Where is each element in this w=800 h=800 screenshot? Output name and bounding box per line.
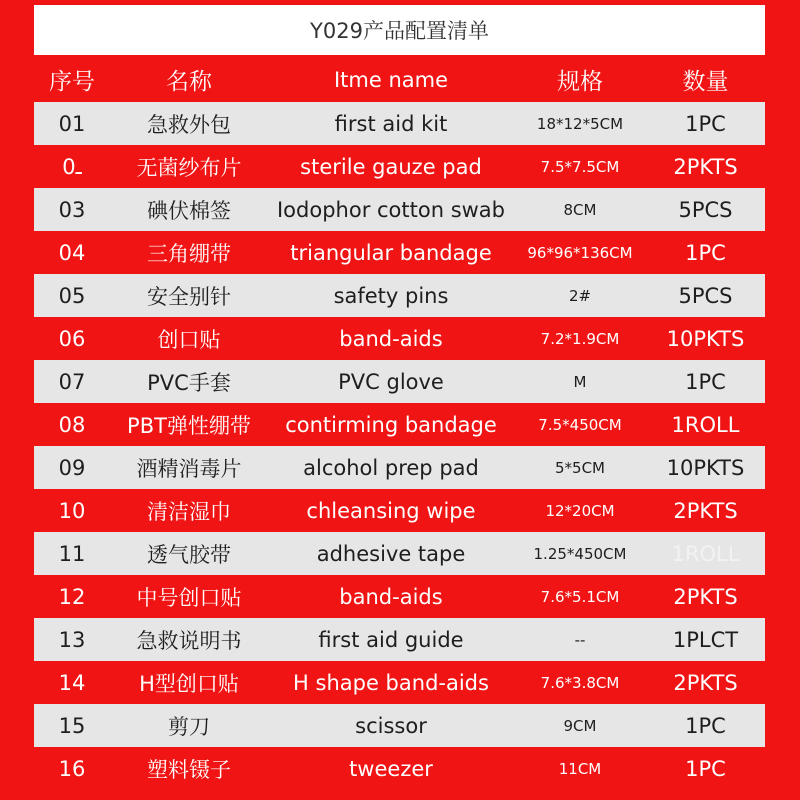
row-qty: 2PKTS: [673, 498, 738, 523]
row-qty: 10PKTS: [666, 326, 745, 351]
row-cn-name: 急救说明书: [136, 628, 242, 653]
row-en-name: PVC glove: [338, 369, 444, 394]
row-en-name: first aid kit: [334, 111, 448, 136]
row-en-name: sterile gauze pad: [300, 154, 482, 179]
table-header: [34, 57, 765, 102]
row-en-name: band-aids: [339, 326, 443, 351]
row-spec: 7.6*5.1CM: [540, 587, 620, 606]
row-en-name: alcohol prep pad: [303, 455, 479, 480]
row-qty: 2PKTS: [673, 154, 738, 179]
row-spec: 7.6*3.8CM: [540, 673, 620, 692]
row-cn-name: 安全别针: [147, 284, 231, 309]
row-cn-name: 塑料镊子: [147, 757, 231, 782]
table-row: [34, 102, 765, 145]
row-cn-name: 创口贴: [157, 327, 221, 352]
row-no: 03: [58, 197, 86, 222]
row-spec: 5*5CM: [554, 458, 605, 477]
row-cn-name: 三角绷带: [147, 241, 231, 266]
row-cn-name: 酒精消毒片: [136, 456, 242, 481]
table-row: [34, 575, 765, 618]
row-cn-name: H型创口贴: [139, 671, 239, 696]
row-no: 09: [58, 455, 86, 480]
row-en-name: adhesive tape: [316, 541, 466, 566]
row-spec: --: [574, 630, 586, 649]
table-row: [34, 403, 765, 446]
table-row: [34, 446, 765, 489]
row-qty: 1PC: [685, 369, 726, 394]
row-qty: 5PCS: [678, 197, 733, 222]
row-qty: 10PKTS: [666, 455, 745, 480]
row-qty: 2PKTS: [673, 584, 738, 609]
row-qty: 5PCS: [678, 283, 733, 308]
row-cn-name: PBT弹性绷带: [127, 413, 251, 438]
row-no: 16: [58, 756, 86, 781]
row-spec: 8CM: [563, 200, 597, 219]
row-cn-name: 剪刀: [168, 714, 210, 739]
row-en-name: H shape band-aids: [293, 670, 489, 695]
table-row: [34, 661, 765, 704]
row-en-name: scissor: [355, 713, 427, 738]
row-spec: 2#: [568, 286, 592, 305]
row-qty: 1PLCT: [672, 627, 739, 652]
row-spec: 7.5*7.5CM: [540, 157, 620, 176]
row-no: 01: [58, 111, 86, 136]
header-cn-name: 名称: [166, 69, 212, 95]
row-en-name: triangular bandage: [290, 240, 492, 265]
header-spec: 规格: [557, 69, 603, 95]
row-spec: 1.25*450CM: [533, 544, 627, 563]
header-qty: 数量: [682, 69, 729, 95]
table-row: [34, 618, 765, 661]
row-qty: 1PC: [685, 111, 726, 136]
row-no: 11: [58, 541, 86, 566]
row-no: 07: [58, 369, 86, 394]
row-cn-name: 透气胶带: [147, 542, 231, 567]
table-row: [34, 704, 765, 747]
row-no: 13: [58, 627, 86, 652]
header-no: 序号: [49, 69, 95, 95]
row-en-name: Iodophor cotton swab: [276, 197, 506, 222]
table-row: [34, 747, 765, 790]
table-row: [34, 360, 765, 403]
row-cn-name: PVC手套: [147, 370, 231, 395]
row-qty: 1ROLL: [671, 541, 740, 566]
row-en-name: tweezer: [349, 756, 433, 781]
row-spec: 7.5*450CM: [538, 415, 622, 434]
row-no: 08: [58, 412, 86, 437]
row-no: 10: [58, 498, 86, 523]
row-spec: 96*96*136CM: [527, 243, 633, 262]
table-row: [34, 532, 765, 575]
row-no: 04: [58, 240, 86, 265]
row-spec: 12*20CM: [545, 501, 615, 520]
row-qty: 1PC: [685, 756, 726, 781]
row-spec: 9CM: [563, 716, 597, 735]
row-qty: 1ROLL: [671, 412, 740, 437]
row-no: 14: [58, 670, 86, 695]
row-spec: 7.2*1.9CM: [540, 329, 620, 348]
table-row: [34, 145, 765, 188]
table-row: [34, 188, 765, 231]
header-en-name: Itme name: [333, 67, 449, 92]
row-no: 15: [58, 713, 86, 738]
row-cn-name: 无菌纱布片: [136, 155, 242, 180]
row-no: 0ـ: [62, 154, 82, 179]
row-cn-name: 碘伏棉签: [147, 198, 231, 223]
row-en-name: safety pins: [333, 283, 449, 308]
page-title: Y029产品配置清单: [34, 5, 765, 55]
table-row: [34, 317, 765, 360]
row-qty: 1PC: [685, 713, 726, 738]
row-spec: M: [573, 372, 587, 391]
row-qty: 1PC: [685, 240, 726, 265]
table-row: [34, 489, 765, 532]
row-cn-name: 中号创口贴: [136, 585, 242, 610]
row-cn-name: 急救外包: [147, 112, 231, 137]
row-en-name: contirming bandage: [285, 412, 497, 437]
row-en-name: chleansing wipe: [306, 498, 476, 523]
row-spec: 18*12*5CM: [536, 114, 624, 133]
row-cn-name: 清洁湿巾: [147, 499, 231, 524]
table-row: [34, 274, 765, 317]
row-no: 12: [58, 584, 86, 609]
row-en-name: first aid guide: [318, 627, 464, 652]
row-spec: 11CM: [558, 759, 602, 778]
table-row: [34, 231, 765, 274]
row-qty: 2PKTS: [673, 670, 738, 695]
table-body: [34, 102, 765, 790]
row-en-name: band-aids: [339, 584, 443, 609]
row-no: 05: [58, 283, 86, 308]
row-no: 06: [58, 326, 86, 351]
